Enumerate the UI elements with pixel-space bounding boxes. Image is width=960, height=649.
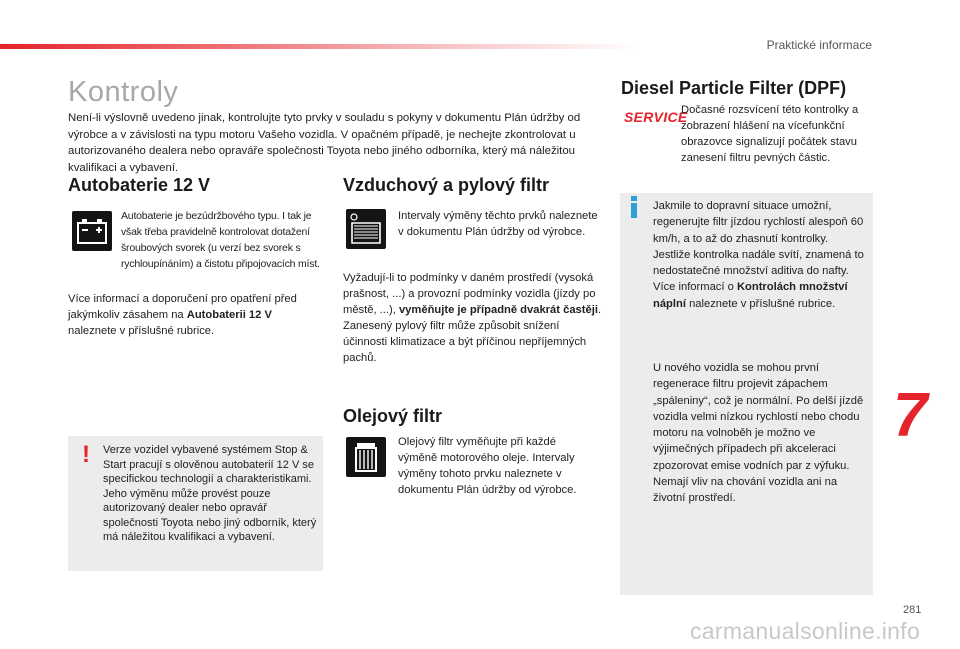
intro-paragraph: Není-li výslovně uvedeno jinak, kontrolujte tyto prvky v souladu s pokyny v dokumentu Plán údržby od výrobce a v závislosti na typu motoru Vašeho vozidla. V opačném případě, je nechejte zkontrolovat u autorizovaného dealera nebo opraváře společnosti Toyota nebo jiného odborníka, který má náležitou kvalifikaci a vybavení. (68, 112, 581, 174)
air-cond-prefix: Vyžadují-li to podmínky v daném prostředí (vysoká prašnost, ...) a provozní podmínky vozidla (jízdy po městě, ...), (343, 272, 596, 316)
info-text1-prefix: Jakmile to dopravní situace umožní, regenerujte filtr jízdou rychlostí alespoň 60 km/h, a to až do zhasnutí kontrolky. Jestliže kontrolka nadále svítí, znamená to nedostatečné množství aditiva do nafty. Více informací o (653, 200, 864, 294)
air-filter-icon (346, 209, 386, 249)
info-icon (628, 196, 640, 218)
oil-filter-heading: Olejový filtr (343, 406, 443, 426)
battery-icon (72, 211, 112, 251)
battery-more-suffix: naleznete v příslušné rubrice. (68, 325, 215, 337)
info-text-new-vehicle: U nového vozidla se mohou první regenerace filtru projevit zápachem „spáleniny“, což je normální. Po delší jízdě vozidla velmi nízkou rychlostí nebo chodu motoru na volnoběh je možno ve výjimečných případech při akceleraci zpozorovat emise vodních par z výfuku. Nemají vliv na chování vozidla ani na životní prostředí. (653, 362, 864, 505)
air-filter-conditions (343, 270, 603, 366)
battery-more-bold: Autobaterii 12 V (186, 309, 272, 321)
air-cond-bold: vyměňujte je případně dvakrát častěji (398, 304, 598, 316)
header-accent-bar (0, 44, 640, 49)
air-filter-heading: Vzduchový a pylový filtr (343, 175, 550, 195)
page-number: 281 (903, 604, 922, 616)
battery-heading: Autobaterie 12 V (68, 175, 211, 195)
chapter-number: 7 (893, 381, 928, 450)
air-filter-text: Intervaly výměny těchto prvků naleznete v dokumentu Plán údržby od výrobce. (398, 210, 598, 238)
dpf-text: Dočasné rozsvícení této kontrolky a zobrazení hlášení na vícefunkční obrazovce signalizují počátek stavu zanesení filtru pevných částic. (681, 104, 859, 164)
page-title: Kontroly (68, 76, 179, 108)
watermark: carmanualsonline.info (690, 618, 921, 644)
section-label: Praktické informace (766, 38, 872, 52)
dpf-heading: Diesel Particle Filter (DPF) (621, 78, 847, 98)
air-cond-suffix: . Zanesený pylový filtr může způsobit snížení účinnosti klimatizace a být příčinou nepříjemných pachů. (343, 304, 602, 364)
warning-text: Verze vozidel vybavené systémem Stop & Start pracují s olověnou autobaterií 12 V se specifickou technologií a charakteristikami. Jeho výměnu může provést pouze autorizovaný dealer nebo opravář společnosti Toyota nebo jiný odborník, který má náležitou kvalifikaci a vybavení. (103, 444, 317, 543)
oil-filter-icon (346, 437, 386, 477)
battery-more-info (68, 291, 323, 339)
service-warning-label: SERVICE (624, 109, 688, 125)
battery-text: Autobaterie je bezúdržbového typu. I tak je však třeba pravidelně kontrolovat dotažení šroubových svorek (u verzí bez svorek s rychloupínáním) a čistotu připojovacích míst. (121, 210, 320, 270)
oil-filter-text: Olejový filtr vyměňujte při každé výměně motorového oleje. Intervaly výměny tohoto prvku naleznete v dokumentu Plán údržby od výrobce. (398, 436, 577, 496)
warning-icon: ! (82, 441, 90, 468)
info-text1-bold: Kontrolách množství náplní (653, 281, 848, 310)
info-text1-suffix: naleznete v příslušné rubrice. (689, 297, 836, 310)
info-text-regeneration (653, 198, 868, 312)
battery-more-prefix: Více informací a doporučení pro opatření před jakýmkoliv zásahem na (68, 293, 297, 321)
